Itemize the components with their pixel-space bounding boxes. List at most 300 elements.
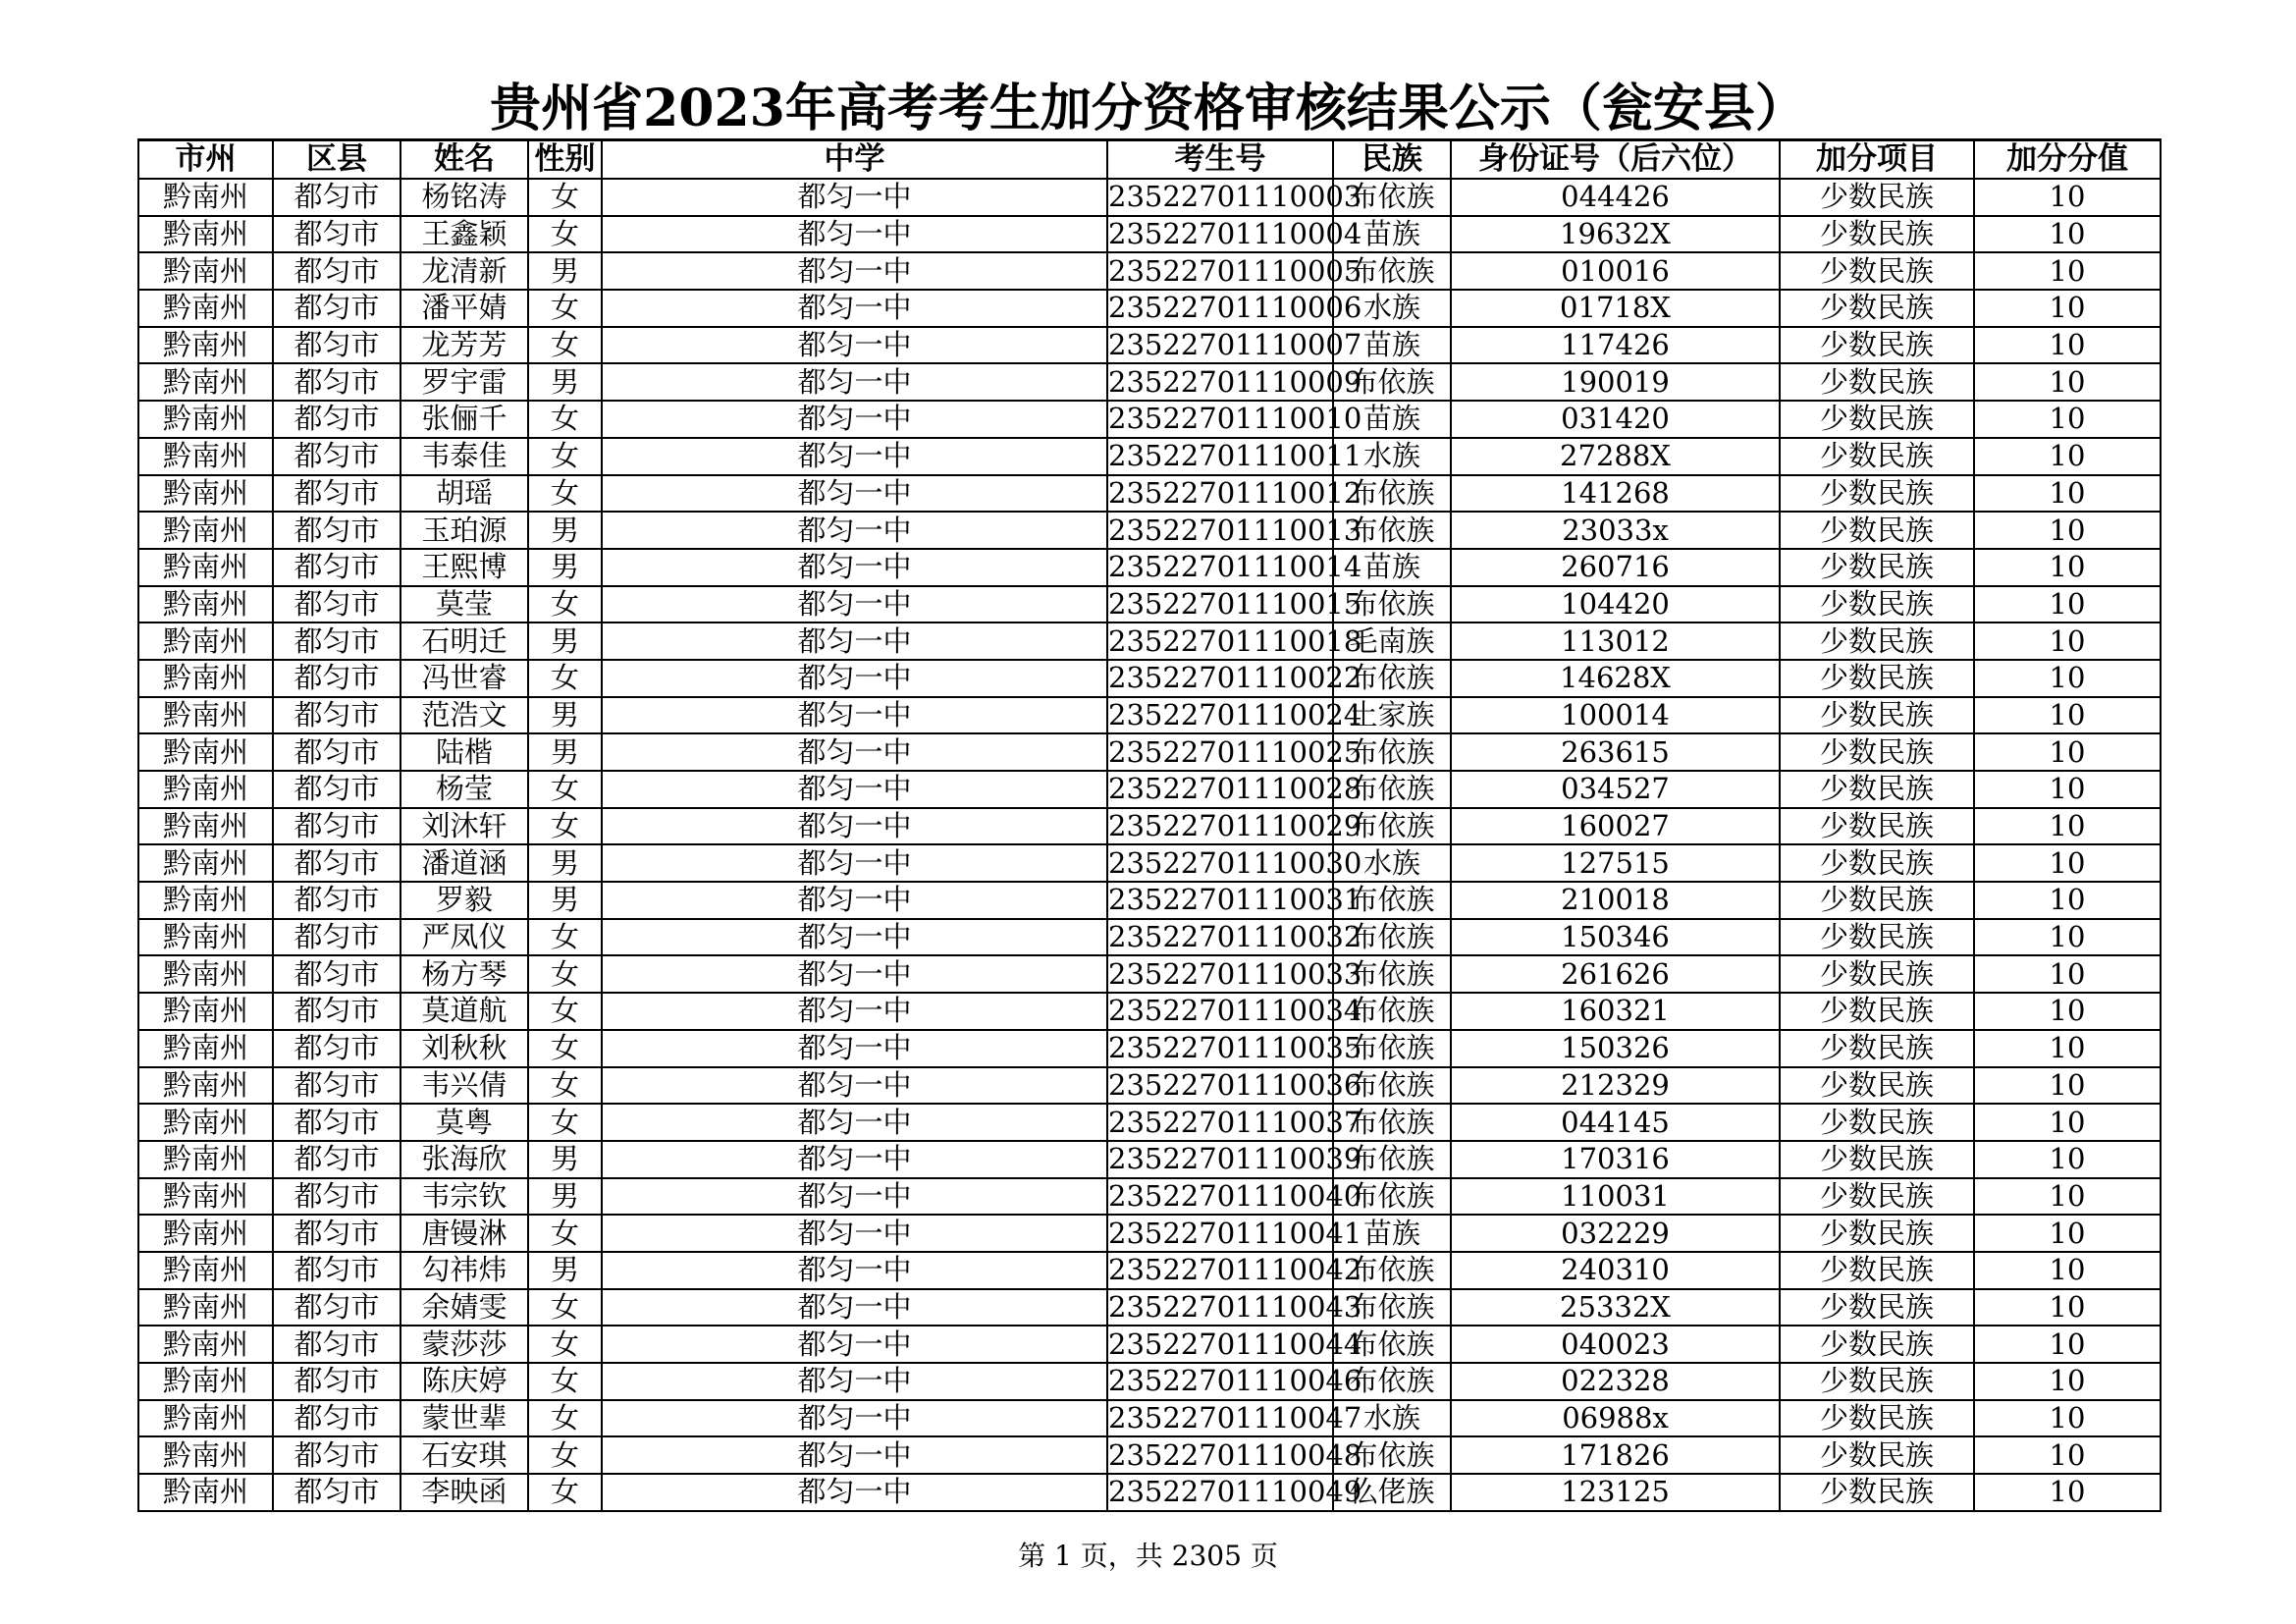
cell-name: 韦泰佳 — [400, 438, 528, 475]
cell-bonus-item: 少数民族 — [1780, 549, 1974, 586]
cell-school: 都匀一中 — [602, 808, 1107, 845]
cell-name: 李映函 — [400, 1474, 528, 1511]
cell-ethnicity: 苗族 — [1333, 1215, 1451, 1252]
table-row — [138, 512, 2161, 549]
cell-bonus-item: 少数民族 — [1780, 1215, 1974, 1252]
cell-bonus-item: 少数民族 — [1780, 1030, 1974, 1067]
cell-gender: 女 — [528, 475, 602, 513]
cell-name: 石明迁 — [400, 623, 528, 660]
cell-gender: 女 — [528, 401, 602, 438]
cell-bonus-points: 10 — [1974, 1067, 2161, 1105]
cell-district: 都匀市 — [273, 771, 400, 808]
cell-id-last-six: 260716 — [1451, 549, 1780, 586]
table-header-row — [138, 140, 2161, 180]
cell-exam-number: 23522701110046 — [1107, 1363, 1333, 1400]
cell-exam-number: 23522701110049 — [1107, 1474, 1333, 1511]
cell-city: 黔南州 — [138, 1436, 273, 1474]
cell-gender: 女 — [528, 438, 602, 475]
cell-school: 都匀一中 — [602, 993, 1107, 1030]
cell-city: 黔南州 — [138, 882, 273, 919]
cell-id-last-six: 170316 — [1451, 1141, 1780, 1178]
cell-school: 都匀一中 — [602, 844, 1107, 882]
cell-bonus-points: 10 — [1974, 586, 2161, 623]
cell-ethnicity: 苗族 — [1333, 327, 1451, 364]
column-header-bonus-item: 加分项目 — [1780, 140, 1974, 180]
table-row — [138, 401, 2161, 438]
cell-ethnicity: 布依族 — [1333, 363, 1451, 401]
cell-school: 都匀一中 — [602, 1178, 1107, 1216]
cell-bonus-points: 10 — [1974, 216, 2161, 253]
cell-bonus-item: 少数民族 — [1780, 919, 1974, 956]
cell-school: 都匀一中 — [602, 179, 1107, 216]
cell-gender: 女 — [528, 993, 602, 1030]
table-row — [138, 438, 2161, 475]
table-row — [138, 1289, 2161, 1326]
cell-bonus-item: 少数民族 — [1780, 1363, 1974, 1400]
cell-bonus-item: 少数民族 — [1780, 1178, 1974, 1216]
cell-bonus-points: 10 — [1974, 844, 2161, 882]
cell-gender: 男 — [528, 1141, 602, 1178]
cell-exam-number: 23522701110012 — [1107, 475, 1333, 513]
cell-bonus-points: 10 — [1974, 808, 2161, 845]
cell-name: 罗毅 — [400, 882, 528, 919]
column-header-exam-number: 考生号 — [1107, 140, 1333, 180]
cell-district: 都匀市 — [273, 733, 400, 771]
cell-name: 玉珀源 — [400, 512, 528, 549]
cell-name: 龙芳芳 — [400, 327, 528, 364]
cell-district: 都匀市 — [273, 327, 400, 364]
cell-school: 都匀一中 — [602, 1326, 1107, 1363]
cell-ethnicity: 布依族 — [1333, 1030, 1451, 1067]
cell-bonus-points: 10 — [1974, 252, 2161, 290]
cell-exam-number: 23522701110011 — [1107, 438, 1333, 475]
cell-school: 都匀一中 — [602, 1289, 1107, 1326]
table-row — [138, 882, 2161, 919]
cell-id-last-six: 171826 — [1451, 1436, 1780, 1474]
cell-gender: 女 — [528, 1474, 602, 1511]
cell-ethnicity: 水族 — [1333, 290, 1451, 327]
cell-district: 都匀市 — [273, 401, 400, 438]
cell-exam-number: 23522701110029 — [1107, 808, 1333, 845]
cell-gender: 女 — [528, 1215, 602, 1252]
cell-name: 余婧雯 — [400, 1289, 528, 1326]
table-row — [138, 660, 2161, 697]
cell-district: 都匀市 — [273, 1326, 400, 1363]
cell-city: 黔南州 — [138, 1474, 273, 1511]
cell-school: 都匀一中 — [602, 623, 1107, 660]
cell-name: 杨方琴 — [400, 955, 528, 993]
cell-ethnicity: 布依族 — [1333, 1104, 1451, 1141]
cell-ethnicity: 布依族 — [1333, 1363, 1451, 1400]
cell-ethnicity: 土家族 — [1333, 697, 1451, 734]
cell-exam-number: 23522701110036 — [1107, 1067, 1333, 1105]
cell-gender: 女 — [528, 1436, 602, 1474]
cell-name: 龙清新 — [400, 252, 528, 290]
cell-exam-number: 23522701110041 — [1107, 1215, 1333, 1252]
cell-bonus-points: 10 — [1974, 993, 2161, 1030]
cell-school: 都匀一中 — [602, 327, 1107, 364]
cell-bonus-points: 10 — [1974, 1215, 2161, 1252]
cell-exam-number: 23522701110032 — [1107, 919, 1333, 956]
cell-name: 张海欣 — [400, 1141, 528, 1178]
cell-bonus-item: 少数民族 — [1780, 660, 1974, 697]
cell-id-last-six: 022328 — [1451, 1363, 1780, 1400]
table-row — [138, 1215, 2161, 1252]
cell-bonus-item: 少数民族 — [1780, 1104, 1974, 1141]
table-row — [138, 1326, 2161, 1363]
cell-bonus-points: 10 — [1974, 733, 2161, 771]
cell-gender: 女 — [528, 1104, 602, 1141]
cell-bonus-points: 10 — [1974, 1252, 2161, 1289]
cell-ethnicity: 布依族 — [1333, 1178, 1451, 1216]
cell-bonus-item: 少数民族 — [1780, 1141, 1974, 1178]
cell-school: 都匀一中 — [602, 363, 1107, 401]
cell-gender: 女 — [528, 216, 602, 253]
cell-id-last-six: 06988x — [1451, 1400, 1780, 1437]
cell-id-last-six: 010016 — [1451, 252, 1780, 290]
cell-gender: 女 — [528, 1030, 602, 1067]
table-row — [138, 623, 2161, 660]
cell-city: 黔南州 — [138, 1400, 273, 1437]
cell-school: 都匀一中 — [602, 1400, 1107, 1437]
cell-name: 刘沐轩 — [400, 808, 528, 845]
cell-id-last-six: 27288X — [1451, 438, 1780, 475]
cell-id-last-six: 031420 — [1451, 401, 1780, 438]
table-row — [138, 327, 2161, 364]
cell-city: 黔南州 — [138, 660, 273, 697]
cell-city: 黔南州 — [138, 1363, 273, 1400]
cell-name: 罗宇雷 — [400, 363, 528, 401]
cell-district: 都匀市 — [273, 1215, 400, 1252]
cell-exam-number: 23522701110040 — [1107, 1178, 1333, 1216]
cell-bonus-points: 10 — [1974, 1030, 2161, 1067]
cell-gender: 女 — [528, 1400, 602, 1437]
cell-city: 黔南州 — [138, 1215, 273, 1252]
cell-id-last-six: 104420 — [1451, 586, 1780, 623]
cell-exam-number: 23522701110003 — [1107, 179, 1333, 216]
cell-ethnicity: 水族 — [1333, 438, 1451, 475]
cell-city: 黔南州 — [138, 1104, 273, 1141]
cell-bonus-item: 少数民族 — [1780, 1400, 1974, 1437]
cell-gender: 男 — [528, 1252, 602, 1289]
cell-bonus-item: 少数民族 — [1780, 363, 1974, 401]
cell-school: 都匀一中 — [602, 1141, 1107, 1178]
cell-school: 都匀一中 — [602, 401, 1107, 438]
cell-city: 黔南州 — [138, 919, 273, 956]
cell-ethnicity: 布依族 — [1333, 1326, 1451, 1363]
cell-bonus-item: 少数民族 — [1780, 1289, 1974, 1326]
cell-city: 黔南州 — [138, 216, 273, 253]
table-row — [138, 179, 2161, 216]
cell-ethnicity: 水族 — [1333, 1400, 1451, 1437]
cell-exam-number: 23522701110043 — [1107, 1289, 1333, 1326]
cell-ethnicity: 仫佬族 — [1333, 1474, 1451, 1511]
cell-bonus-item: 少数民族 — [1780, 290, 1974, 327]
cell-bonus-points: 10 — [1974, 549, 2161, 586]
cell-city: 黔南州 — [138, 733, 273, 771]
cell-district: 都匀市 — [273, 660, 400, 697]
cell-exam-number: 23522701110035 — [1107, 1030, 1333, 1067]
cell-city: 黔南州 — [138, 1067, 273, 1105]
cell-gender: 女 — [528, 586, 602, 623]
cell-exam-number: 23522701110018 — [1107, 623, 1333, 660]
cell-district: 都匀市 — [273, 623, 400, 660]
cell-id-last-six: 150326 — [1451, 1030, 1780, 1067]
cell-name: 潘平婧 — [400, 290, 528, 327]
cell-school: 都匀一中 — [602, 697, 1107, 734]
column-header-id-last-six: 身份证号（后六位） — [1451, 140, 1780, 180]
cell-school: 都匀一中 — [602, 1436, 1107, 1474]
cell-exam-number: 23522701110034 — [1107, 993, 1333, 1030]
cell-name: 唐镘淋 — [400, 1215, 528, 1252]
cell-city: 黔南州 — [138, 808, 273, 845]
cell-bonus-points: 10 — [1974, 1400, 2161, 1437]
cell-city: 黔南州 — [138, 438, 273, 475]
cell-district: 都匀市 — [273, 216, 400, 253]
table-row — [138, 697, 2161, 734]
cell-bonus-points: 10 — [1974, 438, 2161, 475]
cell-district: 都匀市 — [273, 993, 400, 1030]
cell-school: 都匀一中 — [602, 733, 1107, 771]
cell-name: 韦兴倩 — [400, 1067, 528, 1105]
cell-ethnicity: 布依族 — [1333, 882, 1451, 919]
cell-bonus-points: 10 — [1974, 955, 2161, 993]
cell-gender: 女 — [528, 179, 602, 216]
cell-bonus-item: 少数民族 — [1780, 1474, 1974, 1511]
cell-school: 都匀一中 — [602, 1252, 1107, 1289]
cell-id-last-six: 160027 — [1451, 808, 1780, 845]
cell-school: 都匀一中 — [602, 1215, 1107, 1252]
column-header-city: 市州 — [138, 140, 273, 180]
cell-name: 蒙世辈 — [400, 1400, 528, 1437]
cell-city: 黔南州 — [138, 1289, 273, 1326]
cell-gender: 女 — [528, 1363, 602, 1400]
table-row — [138, 549, 2161, 586]
cell-gender: 女 — [528, 290, 602, 327]
cell-id-last-six: 141268 — [1451, 475, 1780, 513]
cell-city: 黔南州 — [138, 1326, 273, 1363]
cell-city: 黔南州 — [138, 549, 273, 586]
cell-ethnicity: 布依族 — [1333, 660, 1451, 697]
cell-school: 都匀一中 — [602, 660, 1107, 697]
cell-bonus-item: 少数民族 — [1780, 1067, 1974, 1105]
cell-district: 都匀市 — [273, 475, 400, 513]
cell-id-last-six: 034527 — [1451, 771, 1780, 808]
cell-name: 刘秋秋 — [400, 1030, 528, 1067]
cell-bonus-item: 少数民族 — [1780, 586, 1974, 623]
cell-bonus-points: 10 — [1974, 475, 2161, 513]
document-title: 贵州省2023年高考考生加分资格审核结果公示（瓮安县） — [490, 79, 1806, 138]
cell-school: 都匀一中 — [602, 512, 1107, 549]
cell-bonus-points: 10 — [1974, 363, 2161, 401]
cell-district: 都匀市 — [273, 844, 400, 882]
cell-id-last-six: 190019 — [1451, 363, 1780, 401]
cell-exam-number: 23522701110030 — [1107, 844, 1333, 882]
cell-bonus-item: 少数民族 — [1780, 623, 1974, 660]
table-row — [138, 216, 2161, 253]
cell-ethnicity: 水族 — [1333, 844, 1451, 882]
cell-ethnicity: 布依族 — [1333, 586, 1451, 623]
cell-id-last-six: 01718X — [1451, 290, 1780, 327]
cell-ethnicity: 布依族 — [1333, 1252, 1451, 1289]
cell-city: 黔南州 — [138, 697, 273, 734]
table-row — [138, 771, 2161, 808]
cell-ethnicity: 布依族 — [1333, 252, 1451, 290]
cell-bonus-item: 少数民族 — [1780, 771, 1974, 808]
cell-bonus-points: 10 — [1974, 1474, 2161, 1511]
table-row — [138, 955, 2161, 993]
cell-gender: 女 — [528, 808, 602, 845]
cell-ethnicity: 布依族 — [1333, 955, 1451, 993]
cell-ethnicity: 毛南族 — [1333, 623, 1451, 660]
results-table — [137, 138, 2162, 1512]
cell-city: 黔南州 — [138, 401, 273, 438]
cell-gender: 男 — [528, 549, 602, 586]
table-row — [138, 1363, 2161, 1400]
cell-city: 黔南州 — [138, 1141, 273, 1178]
cell-name: 陈庆婷 — [400, 1363, 528, 1400]
cell-school: 都匀一中 — [602, 549, 1107, 586]
cell-ethnicity: 苗族 — [1333, 216, 1451, 253]
table-row — [138, 733, 2161, 771]
cell-district: 都匀市 — [273, 697, 400, 734]
cell-city: 黔南州 — [138, 1030, 273, 1067]
cell-bonus-points: 10 — [1974, 1141, 2161, 1178]
table-body — [138, 179, 2161, 1511]
cell-district: 都匀市 — [273, 1436, 400, 1474]
cell-school: 都匀一中 — [602, 252, 1107, 290]
table-row — [138, 1474, 2161, 1511]
cell-name: 杨莹 — [400, 771, 528, 808]
cell-gender: 女 — [528, 771, 602, 808]
table-row — [138, 844, 2161, 882]
cell-id-last-six: 150346 — [1451, 919, 1780, 956]
cell-school: 都匀一中 — [602, 1104, 1107, 1141]
cell-ethnicity: 布依族 — [1333, 919, 1451, 956]
table-row — [138, 1067, 2161, 1105]
cell-school: 都匀一中 — [602, 919, 1107, 956]
cell-bonus-item: 少数民族 — [1780, 733, 1974, 771]
cell-id-last-six: 25332X — [1451, 1289, 1780, 1326]
cell-exam-number: 23522701110042 — [1107, 1252, 1333, 1289]
cell-id-last-six: 032229 — [1451, 1215, 1780, 1252]
cell-exam-number: 23522701110048 — [1107, 1436, 1333, 1474]
column-header-school: 中学 — [602, 140, 1107, 180]
cell-gender: 女 — [528, 660, 602, 697]
cell-city: 黔南州 — [138, 475, 273, 513]
cell-gender: 男 — [528, 363, 602, 401]
table-row — [138, 993, 2161, 1030]
cell-district: 都匀市 — [273, 882, 400, 919]
cell-district: 都匀市 — [273, 1104, 400, 1141]
cell-district: 都匀市 — [273, 438, 400, 475]
cell-id-last-six: 212329 — [1451, 1067, 1780, 1105]
cell-exam-number: 23522701110007 — [1107, 327, 1333, 364]
cell-gender: 男 — [528, 623, 602, 660]
cell-bonus-item: 少数民族 — [1780, 1252, 1974, 1289]
cell-gender: 男 — [528, 1178, 602, 1216]
cell-gender: 男 — [528, 733, 602, 771]
cell-district: 都匀市 — [273, 1400, 400, 1437]
cell-ethnicity: 布依族 — [1333, 179, 1451, 216]
cell-id-last-six: 160321 — [1451, 993, 1780, 1030]
cell-bonus-points: 10 — [1974, 771, 2161, 808]
cell-bonus-item: 少数民族 — [1780, 1326, 1974, 1363]
cell-district: 都匀市 — [273, 1289, 400, 1326]
cell-bonus-points: 10 — [1974, 1289, 2161, 1326]
cell-district: 都匀市 — [273, 179, 400, 216]
cell-gender: 女 — [528, 1289, 602, 1326]
table-row — [138, 1436, 2161, 1474]
cell-gender: 女 — [528, 919, 602, 956]
cell-city: 黔南州 — [138, 1252, 273, 1289]
cell-name: 范浩文 — [400, 697, 528, 734]
cell-id-last-six: 044145 — [1451, 1104, 1780, 1141]
cell-gender: 男 — [528, 844, 602, 882]
cell-district: 都匀市 — [273, 290, 400, 327]
cell-bonus-points: 10 — [1974, 660, 2161, 697]
cell-school: 都匀一中 — [602, 1030, 1107, 1067]
cell-bonus-points: 10 — [1974, 1326, 2161, 1363]
cell-bonus-item: 少数民族 — [1780, 216, 1974, 253]
cell-ethnicity: 布依族 — [1333, 993, 1451, 1030]
cell-bonus-points: 10 — [1974, 623, 2161, 660]
cell-district: 都匀市 — [273, 512, 400, 549]
cell-bonus-item: 少数民族 — [1780, 512, 1974, 549]
cell-school: 都匀一中 — [602, 438, 1107, 475]
cell-id-last-six: 261626 — [1451, 955, 1780, 993]
cell-ethnicity: 布依族 — [1333, 733, 1451, 771]
cell-city: 黔南州 — [138, 771, 273, 808]
cell-ethnicity: 布依族 — [1333, 1067, 1451, 1105]
table-row — [138, 1400, 2161, 1437]
cell-id-last-six: 127515 — [1451, 844, 1780, 882]
cell-exam-number: 23522701110014 — [1107, 549, 1333, 586]
cell-bonus-item: 少数民族 — [1780, 401, 1974, 438]
column-header-district: 区县 — [273, 140, 400, 180]
cell-bonus-item: 少数民族 — [1780, 327, 1974, 364]
cell-school: 都匀一中 — [602, 1067, 1107, 1105]
cell-bonus-item: 少数民族 — [1780, 844, 1974, 882]
table-row — [138, 808, 2161, 845]
cell-exam-number: 23522701110031 — [1107, 882, 1333, 919]
cell-bonus-item: 少数民族 — [1780, 252, 1974, 290]
cell-bonus-points: 10 — [1974, 179, 2161, 216]
cell-id-last-six: 240310 — [1451, 1252, 1780, 1289]
cell-exam-number: 23522701110015 — [1107, 586, 1333, 623]
table-row — [138, 1252, 2161, 1289]
cell-bonus-points: 10 — [1974, 1436, 2161, 1474]
cell-bonus-points: 10 — [1974, 401, 2161, 438]
table-row — [138, 475, 2161, 513]
cell-exam-number: 23522701110037 — [1107, 1104, 1333, 1141]
cell-bonus-item: 少数民族 — [1780, 697, 1974, 734]
cell-gender: 女 — [528, 1326, 602, 1363]
cell-city: 黔南州 — [138, 290, 273, 327]
cell-city: 黔南州 — [138, 955, 273, 993]
cell-bonus-points: 10 — [1974, 1178, 2161, 1216]
cell-exam-number: 23522701110004 — [1107, 216, 1333, 253]
cell-bonus-item: 少数民族 — [1780, 808, 1974, 845]
cell-school: 都匀一中 — [602, 1474, 1107, 1511]
cell-id-last-six: 040023 — [1451, 1326, 1780, 1363]
cell-school: 都匀一中 — [602, 216, 1107, 253]
cell-bonus-item: 少数民族 — [1780, 475, 1974, 513]
cell-district: 都匀市 — [273, 1030, 400, 1067]
cell-name: 蒙莎莎 — [400, 1326, 528, 1363]
cell-city: 黔南州 — [138, 363, 273, 401]
cell-city: 黔南州 — [138, 586, 273, 623]
